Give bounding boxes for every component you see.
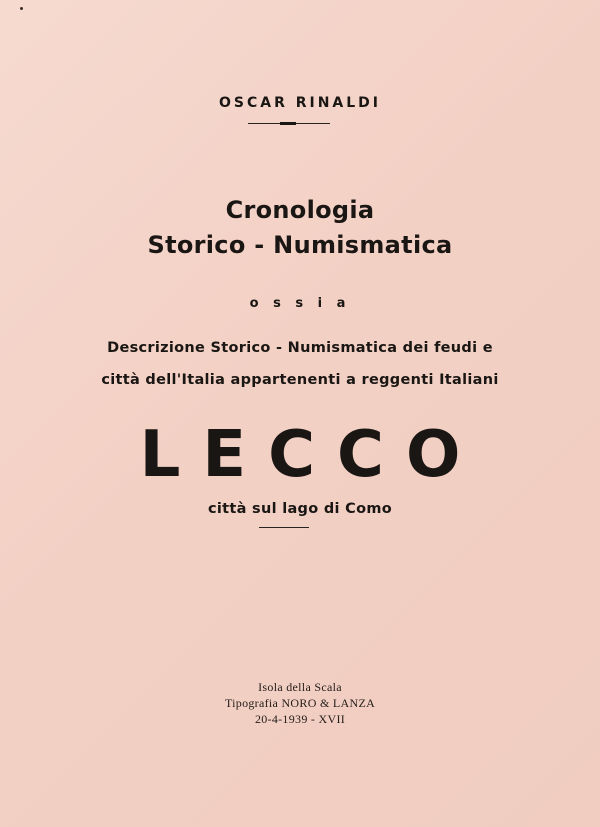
divider-rule: [259, 527, 309, 528]
title-line-2: Storico - Numismatica: [147, 231, 453, 259]
connector-text: o s s i a: [249, 296, 351, 311]
imprint-printer: Tipografia NORO & LANZA: [224, 696, 376, 710]
title-line-1: Cronologia: [225, 196, 375, 224]
imprint-place: Isola della Scala: [258, 680, 342, 694]
city-name: LECCO: [139, 418, 483, 492]
description-line-2: città dell'Italia appartenenti a reggenti Italiani: [101, 372, 499, 388]
description-line-1: Descrizione Storico - Numismatica dei feudi e: [107, 340, 493, 356]
ornamental-rule: [248, 121, 330, 127]
city-subtitle: città sul lago di Como: [207, 501, 393, 517]
page-speck: [20, 7, 23, 10]
author-name: OSCAR RINALDI: [218, 95, 382, 111]
imprint-date: 20-4-1939 - XVII: [254, 712, 346, 726]
